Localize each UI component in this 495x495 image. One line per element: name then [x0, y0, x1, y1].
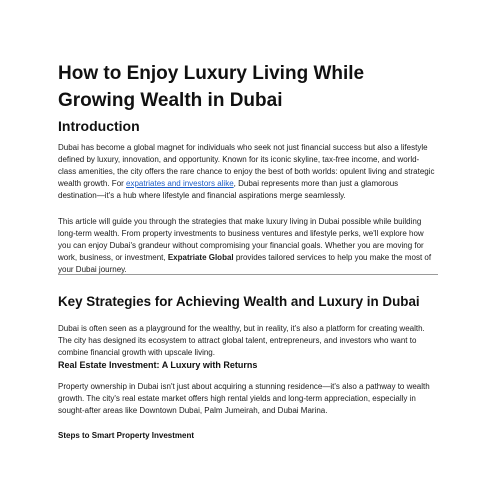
- real-estate-paragraph: Property ownership in Dubai isn't just about acquiring a stunning residence—it's also a pathway to wealth growth. The city's real estate market offers high rental yields and long-term appreciation, especially in sought-after areas like Downtown Dubai, Palm Jumeirah, and Dubai Marina.: [58, 382, 430, 415]
- section-divider: [58, 274, 438, 275]
- intro-p2-text-end: provides tailored services to help you make the most of your Dubai journey.: [58, 253, 432, 274]
- intro-paragraph-2: [58, 216, 436, 276]
- introduction-heading: Introduction: [58, 118, 140, 134]
- intro-paragraph-1: [58, 142, 436, 202]
- key-strategies-heading: Key Strategies for Achieving Wealth and Luxury in Dubai: [58, 294, 420, 309]
- intro-p2-text-start: This article will guide you through the strategies that make luxury living in Dubai possible while building long-term wealth. From property investments to business ventures and lifestyle perks, we'll explore how you can enjoy Dubai's grandeur without compromising your financial goals. Whether you are moving for work, business, or investment,: [58, 217, 424, 262]
- expatriates-link[interactable]: expatriates and investors alike: [126, 179, 234, 188]
- strategies-paragraph: Dubai is often seen as a playground for the wealthy, but in reality, it's also a platform for creating wealth. The city has designed its ecosystem to attract global talent, entrepreneurs, and investors who want to combine financial growth with upscale living.: [58, 324, 425, 357]
- article-title: How to Enjoy Luxury Living While Growing Wealth in Dubai: [58, 63, 365, 111]
- expatriate-global-name: Expatriate Global: [167, 253, 234, 262]
- intro-p1-text-start: Dubai has become a global magnet for individuals who seek not just financial success but also a lifestyle defined by luxury, innovation, and opportunity. Known for its iconic skyline, tax-free income, and world-class amenities, the city offers the rare chance to enjoy the best of both worlds: opulent living and strategic wealth growth. For: [58, 143, 435, 188]
- steps-heading: Steps to Smart Property Investment: [58, 431, 195, 440]
- intro-p1-text-end: , Dubai represents more than just a glamorous destination—it's a hub where lifestyle and financial aspirations merge seamlessly.: [58, 179, 399, 200]
- real-estate-heading: Real Estate Investment: A Luxury with Returns: [58, 360, 258, 370]
